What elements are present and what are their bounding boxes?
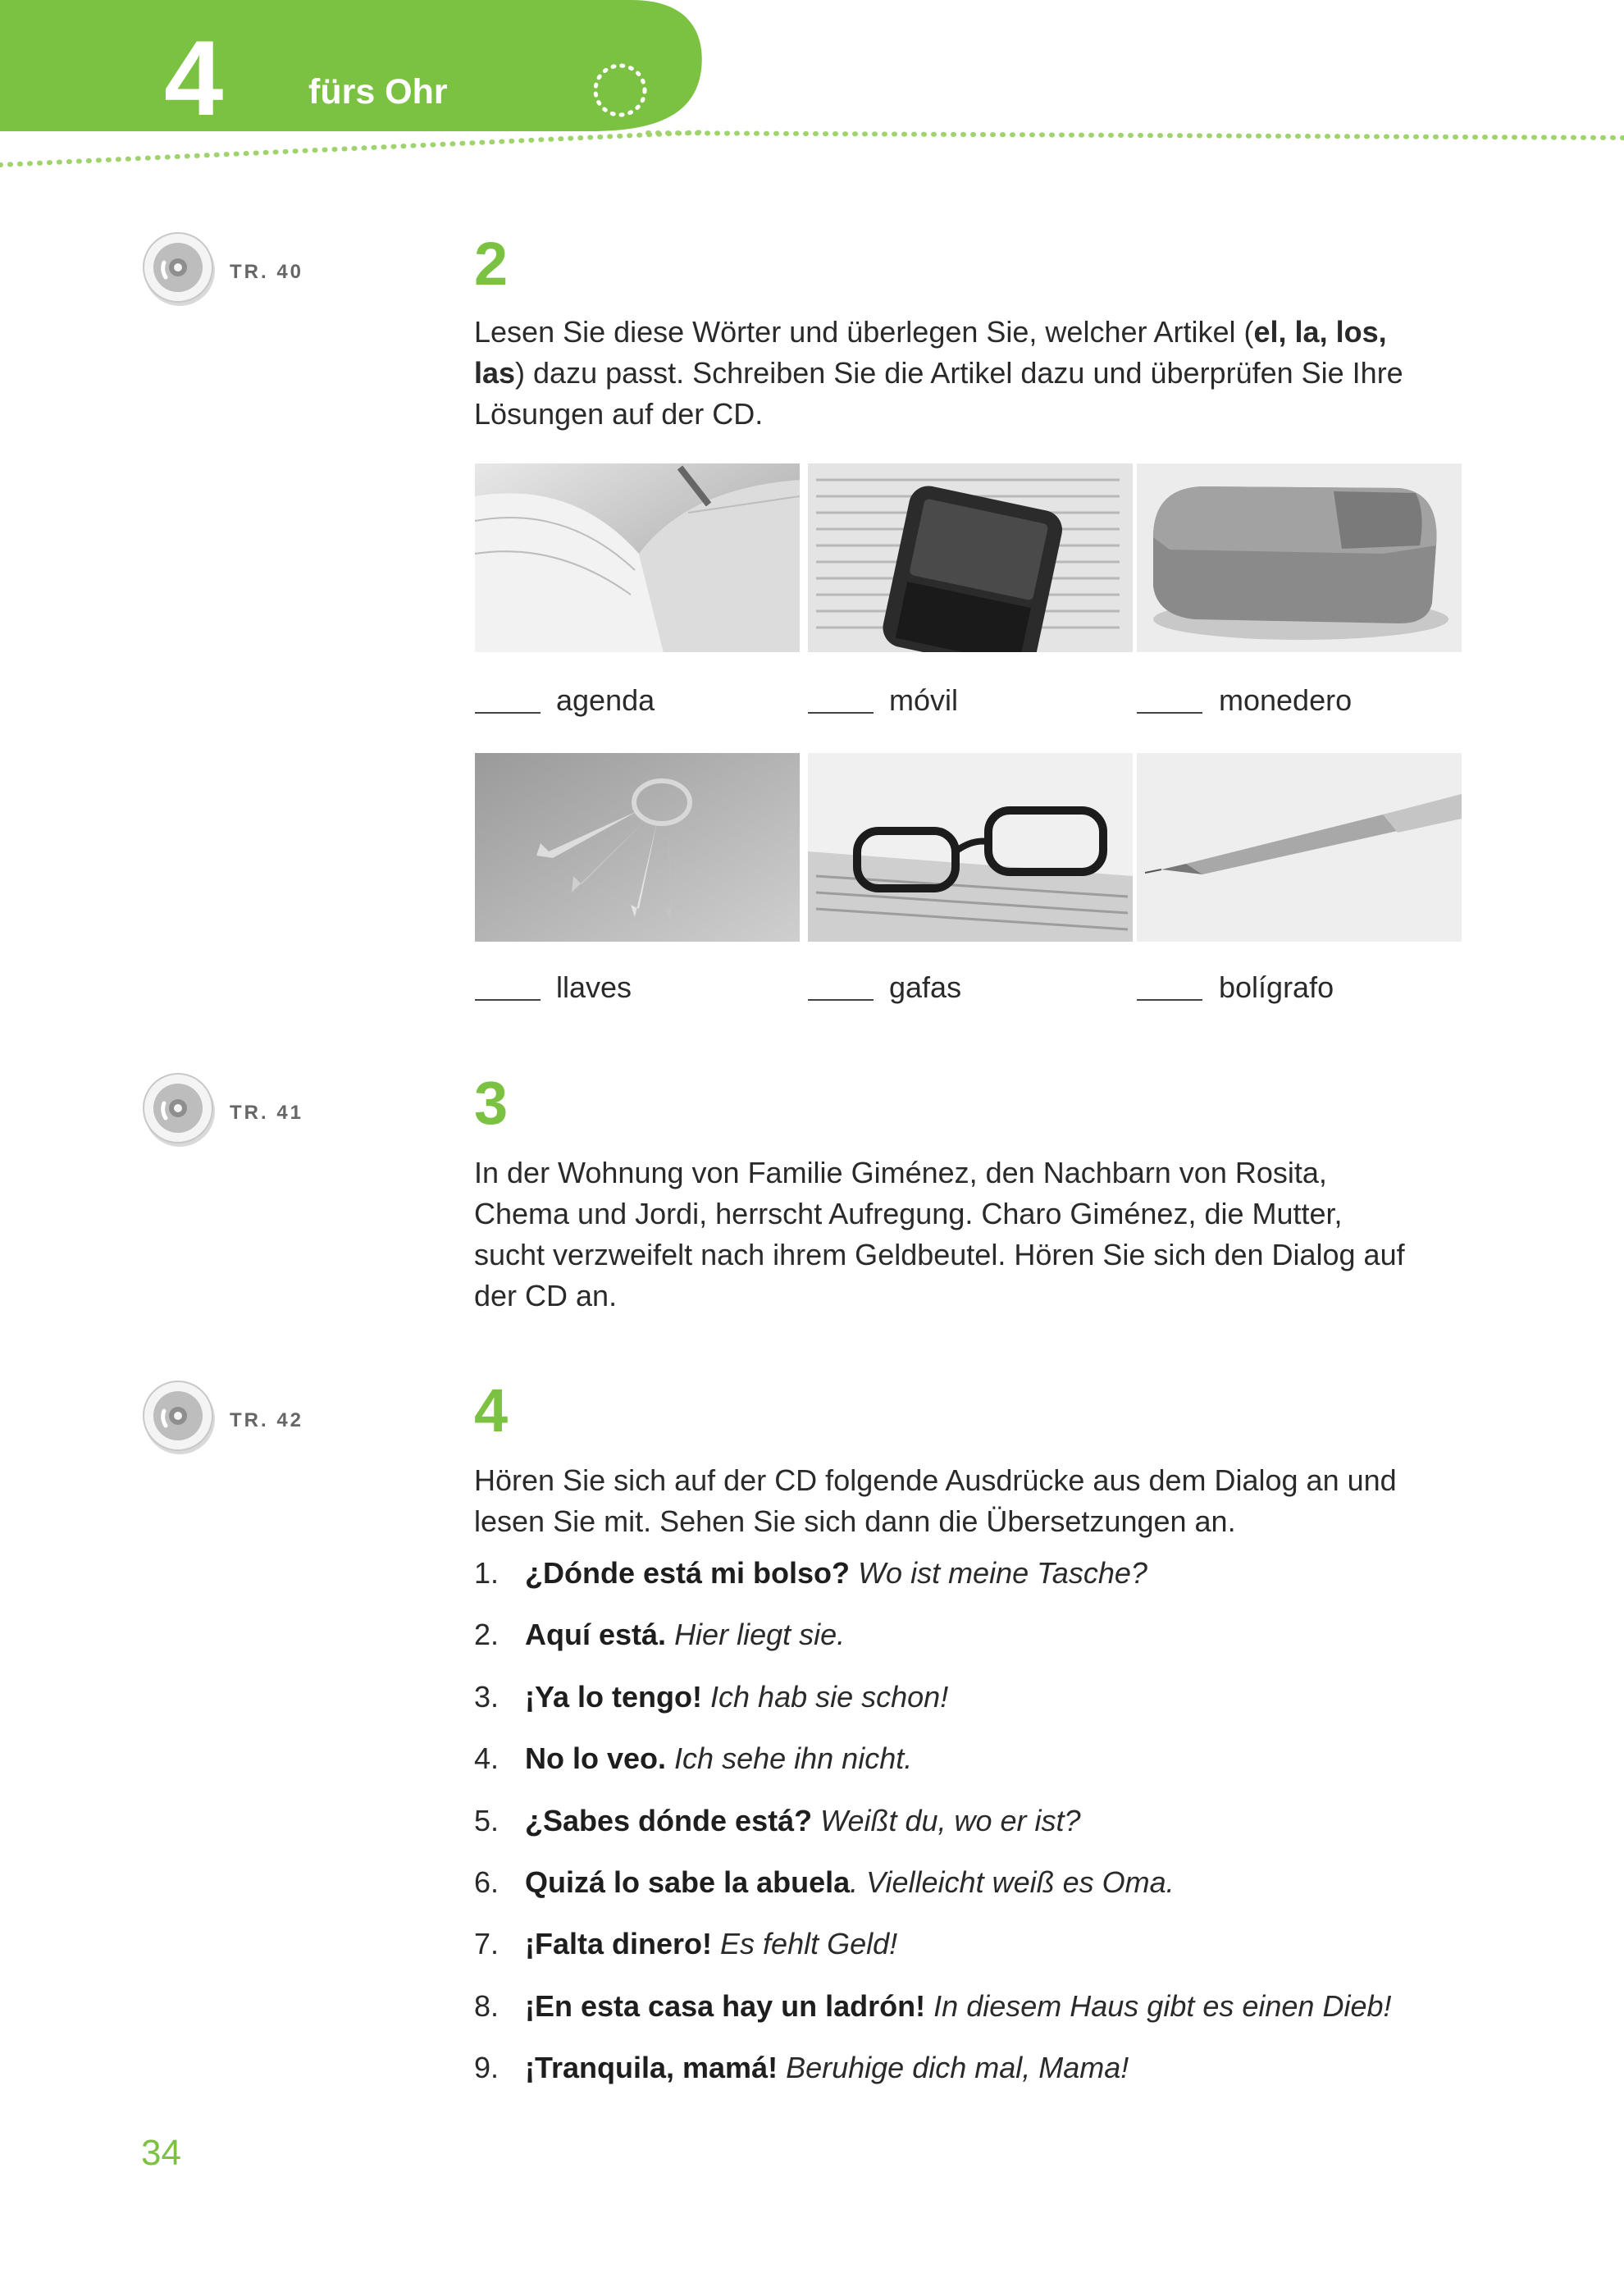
chapter-title: fürs Ohr	[308, 72, 448, 112]
german-translation: Ich sehe ihn nicht.	[674, 1741, 913, 1776]
list-item	[474, 2047, 1540, 2109]
photo-gafas	[808, 753, 1133, 942]
item-number: 3.	[474, 1679, 500, 1714]
vocab-word: monedero	[1219, 683, 1353, 717]
item-number: 2.	[474, 1618, 500, 1652]
spanish-phrase: ¡Tranquila, mamá!	[525, 2051, 778, 2085]
item-number: 1.	[474, 1556, 500, 1590]
cd-track-badge[interactable]	[141, 1378, 453, 1460]
item-number: 7.	[474, 1927, 500, 1961]
list-item	[474, 1677, 1540, 1738]
answer-blank[interactable]	[1137, 999, 1202, 1001]
spanish-phrase: ¡En esta casa hay un ladrón!	[525, 1988, 926, 2023]
spanish-phrase: ¡Ya lo tengo!	[525, 1679, 702, 1714]
answer-blank[interactable]	[1137, 712, 1202, 714]
instruction-text: ) dazu passt. Schreiben Sie die Artikel dazu und überprüfen Sie Ihre Lösungen auf der CD.	[474, 356, 1403, 431]
cd-track-badge[interactable]	[141, 1070, 453, 1152]
exercise-number: 2	[474, 230, 509, 298]
spanish-phrase: Quizá lo sabe la abuela	[525, 1864, 851, 1899]
instruction-text: Lesen Sie diese Wörter und überlegen Sie, welcher Artikel (	[474, 315, 1254, 349]
photo-agenda	[475, 463, 800, 652]
item-number: 9.	[474, 2051, 500, 2085]
german-translation: Es fehlt Geld!	[720, 1927, 898, 1961]
exercise-instruction	[474, 312, 1442, 435]
spanish-phrase: No lo veo.	[525, 1741, 667, 1776]
exercise-number: 3	[474, 1069, 509, 1137]
vocab-word: gafas	[889, 970, 962, 1004]
german-translation: Beruhige dich mal, Mama!	[786, 2051, 1129, 2085]
list-item	[474, 1553, 1540, 1614]
german-translation: . Vielleicht weiß es Oma.	[850, 1864, 1175, 1899]
list-item	[474, 1986, 1540, 2047]
instruction-bold: el, la, los,	[1253, 315, 1387, 349]
cd-track-badge[interactable]	[141, 230, 453, 312]
chapter-banner	[0, 0, 1624, 180]
item-number: 8.	[474, 1988, 500, 2023]
spanish-phrase: Aquí está.	[525, 1618, 667, 1652]
vocab-word: agenda	[556, 683, 655, 717]
vocab-word: móvil	[889, 683, 959, 717]
photo-movil	[808, 463, 1133, 652]
exercise-text: Hören Sie sich auf der CD folgende Ausdrücke aus dem Dialog an und lesen Sie mit. Sehen Sie sich dann die Übersetzungen an.	[474, 1463, 1397, 1538]
track-label: TR. 40	[230, 261, 304, 283]
photo-monedero	[1137, 463, 1462, 652]
cd-icon	[141, 230, 219, 308]
exercise-number: 4	[474, 1376, 509, 1445]
answer-blank[interactable]	[808, 712, 874, 714]
instruction-bold: las	[474, 356, 516, 390]
german-translation: Hier liegt sie.	[674, 1618, 846, 1652]
answer-blank[interactable]	[475, 712, 541, 714]
vocab-word: llaves	[556, 970, 632, 1004]
list-item	[474, 1614, 1540, 1676]
photo-boligrafo	[1137, 753, 1462, 942]
cd-icon	[141, 1070, 219, 1148]
german-translation: In diesem Haus gibt es einen Dieb!	[933, 1988, 1392, 2023]
banner-shape	[0, 0, 1624, 180]
answer-blank[interactable]	[808, 999, 874, 1001]
cd-icon	[141, 1378, 219, 1456]
item-number: 4.	[474, 1741, 500, 1776]
spanish-phrase: ¿Dónde está mi bolso?	[525, 1556, 851, 1590]
vocab-word: bolígrafo	[1219, 970, 1334, 1004]
list-item	[474, 1924, 1540, 1985]
phrase-list	[474, 1553, 1540, 2110]
track-label: TR. 41	[230, 1102, 304, 1124]
exercise-text: In der Wohnung von Familie Giménez, den Nachbarn von Rosita, Chema und Jordi, herrscht Aufregung. Charo Giménez, die Mutter, sucht verzweifelt nach ihrem Geldbeutel. Hören Sie sich den Dialog auf der CD an.	[474, 1156, 1405, 1312]
photo-llaves	[475, 753, 800, 942]
spanish-phrase: ¡Falta dinero!	[525, 1927, 713, 1961]
german-translation: Wo ist meine Tasche?	[858, 1556, 1147, 1590]
german-translation: Weißt du, wo er ist?	[820, 1803, 1081, 1837]
chapter-number: 4	[164, 18, 224, 138]
list-item	[474, 1738, 1540, 1800]
page-number: 34	[141, 2133, 181, 2173]
item-number: 6.	[474, 1864, 500, 1899]
spanish-phrase: ¿Sabes dónde está?	[525, 1803, 813, 1837]
track-label: TR. 42	[230, 1409, 304, 1431]
item-number: 5.	[474, 1803, 500, 1837]
answer-blank[interactable]	[475, 999, 541, 1001]
german-translation: Ich hab sie schon!	[710, 1679, 949, 1714]
list-item	[474, 1801, 1540, 1862]
list-item	[474, 1862, 1540, 1924]
